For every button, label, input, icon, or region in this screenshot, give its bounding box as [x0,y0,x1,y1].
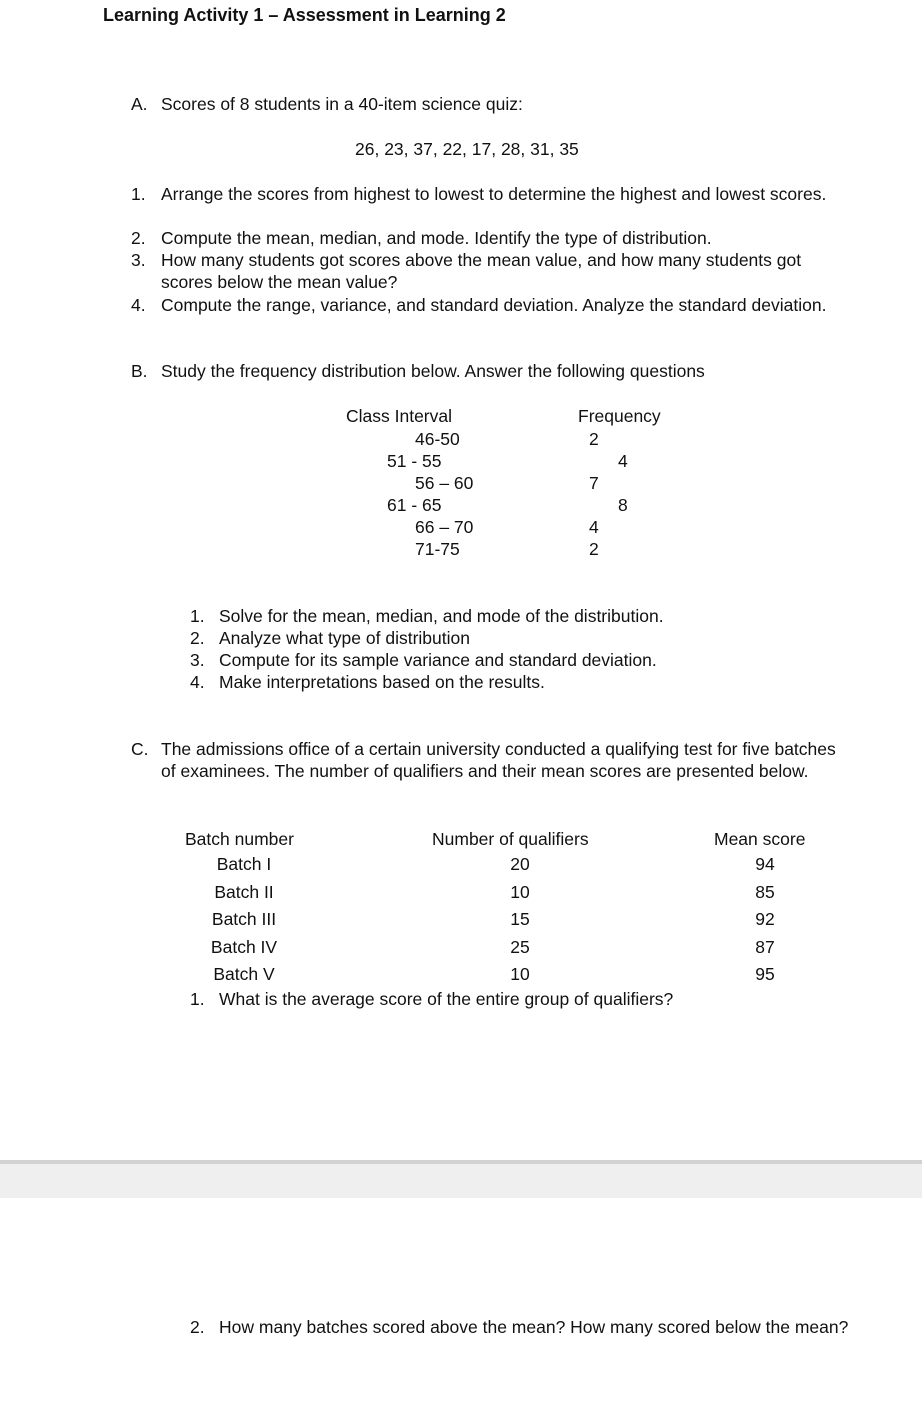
c-question-text: What is the average score of the entire group of qualifiers? [219,989,674,1009]
freq-value: 8 [618,495,628,515]
batch-header-qualifiers: Number of qualifiers [432,829,589,849]
freq-value: 4 [618,451,628,471]
a-question-text: How many students got scores above the mean value, and how many students got scores below the mean value? [161,250,802,292]
b-question-text: Compute for its sample variance and standard deviation. [219,650,657,670]
batch-name: Batch I [216,854,272,874]
batch-mean: 95 [755,964,775,984]
b-question-text: Solve for the mean, median, and mode of the distribution. [219,606,664,626]
batch-header-number: Batch number [185,829,294,849]
a-question-number: 3. [131,250,146,270]
a-question-text: Compute the range, variance, and standard deviation. Analyze the standard deviation. [161,295,827,315]
c-question-number: 2. [190,1317,205,1337]
section-a-scores: 26, 23, 37, 22, 17, 28, 31, 35 [355,139,579,159]
freq-value: 4 [589,517,599,537]
freq-value: 2 [589,539,599,559]
section-a-letter: A. [131,94,148,114]
b-question-number: 3. [190,650,205,670]
a-question-text: Compute the mean, median, and mode. Identify the type of distribution. [161,228,712,248]
freq-header-frequency: Frequency [578,406,661,426]
batch-mean: 92 [755,909,775,929]
freq-value: 7 [589,473,599,493]
a-question-text: Arrange the scores from highest to lowest to determine the highest and lowest scores. [161,184,827,204]
b-question-number: 4. [190,672,205,692]
batch-mean: 94 [755,854,775,874]
batch-qualifiers: 15 [510,909,530,929]
freq-interval: 71-75 [415,539,460,559]
batch-name: Batch IV [210,937,278,957]
freq-interval: 66 – 70 [415,517,474,537]
section-a-heading: Scores of 8 students in a 40-item science quiz: [161,94,523,114]
b-question-number: 1. [190,606,205,626]
batch-qualifiers: 10 [510,882,530,902]
b-question-text: Make interpretations based on the results. [219,672,545,692]
batch-mean: 87 [755,937,775,957]
batch-name: Batch III [211,909,277,929]
section-c-heading: The admissions office of a certain university conducted a qualifying test for five batches of examinees. The number of qualifiers and their mean scores are presented below. [161,739,836,781]
section-b-letter: B. [131,361,148,381]
freq-interval: 56 – 60 [415,473,474,493]
section-c-letter: C. [131,739,149,759]
freq-value: 2 [589,429,599,449]
batch-qualifiers: 20 [510,854,530,874]
freq-interval: 61 - 65 [387,495,442,515]
page-break-divider [0,1160,922,1198]
freq-interval: 46-50 [415,429,460,449]
page-title: Learning Activity 1 – Assessment in Learning 2 [103,5,506,25]
batch-qualifiers: 25 [510,937,530,957]
c-question-number: 1. [190,989,205,1009]
batch-name: Batch V [213,964,275,984]
batch-mean: 85 [755,882,775,902]
a-question-number: 4. [131,295,146,315]
b-question-text: Analyze what type of distribution [219,628,470,648]
section-b-heading: Study the frequency distribution below. Answer the following questions [161,361,705,381]
b-question-number: 2. [190,628,205,648]
batch-qualifiers: 10 [510,964,530,984]
a-question-number: 2. [131,228,146,248]
batch-header-mean: Mean score [714,829,806,849]
freq-header-interval: Class Interval [346,406,453,426]
c-question-text: How many batches scored above the mean? How many scored below the mean? [219,1317,849,1337]
a-question-number: 1. [131,184,146,204]
freq-interval: 51 - 55 [387,451,442,471]
batch-name: Batch II [214,882,274,902]
